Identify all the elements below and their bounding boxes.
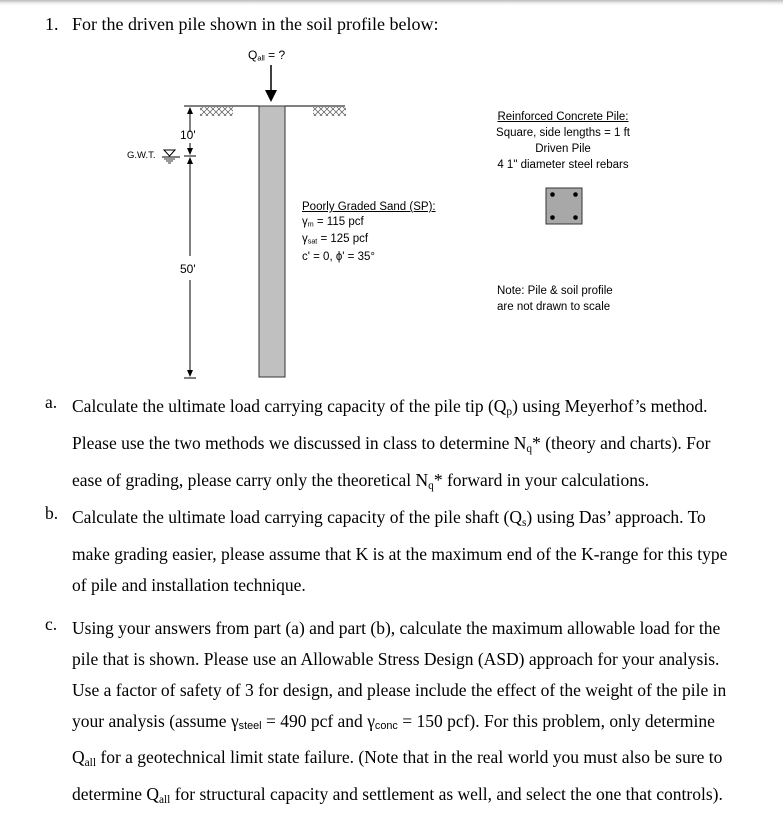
part-b-label: b. bbox=[45, 503, 59, 523]
ground-hatch-left bbox=[200, 107, 233, 116]
subscript: s bbox=[521, 516, 527, 529]
gamma-symbol: γ bbox=[367, 711, 375, 731]
part-c-text bbox=[72, 613, 752, 816]
load-subscript: all bbox=[257, 53, 265, 63]
part-c-line-2: pile that is shown. Please use an Allowable Stress Design (ASD) approach for your analysis. bbox=[72, 649, 720, 669]
part-a-line-1 bbox=[72, 391, 752, 428]
subscript: q bbox=[526, 442, 533, 455]
pile-type: Driven Pile bbox=[535, 143, 591, 155]
text: ) using Meyerhof’s method. bbox=[512, 396, 708, 416]
part-c-line-4 bbox=[72, 706, 752, 742]
gwt-label: G.W.T. bbox=[127, 150, 156, 161]
text: for a geotechnical limit state failure. (Note that in the real world you must also be sure to bbox=[96, 747, 723, 768]
subscript: all bbox=[158, 793, 171, 806]
part-a-line-2 bbox=[72, 428, 752, 465]
part-c-label: c. bbox=[45, 614, 58, 634]
part-c-line-6 bbox=[72, 779, 752, 816]
text: ) using Das’ approach. To bbox=[526, 507, 706, 527]
part-b-text bbox=[72, 502, 752, 601]
question-header bbox=[45, 14, 438, 35]
soil-profile-diagram bbox=[0, 40, 783, 390]
gamma-symbol: γ bbox=[302, 233, 308, 246]
load-arrow-icon bbox=[265, 65, 277, 102]
part-b-line-3: of pile and installation technique. bbox=[72, 574, 306, 595]
soil-strength: c' = 0, ϕ' = 35° bbox=[302, 250, 375, 263]
subscript: p bbox=[506, 405, 513, 418]
text: Calculate the ultimate load carrying capacity of the pile tip (Q bbox=[72, 396, 507, 416]
part-c-line-3: Use a factor of safety of 3 for design, and please include the effect of the weight of the pile in bbox=[72, 680, 727, 700]
subscript: q bbox=[428, 479, 434, 492]
part-b-line-2: make grading easier, please assume that K is at the maximum end of the K-range for this type bbox=[72, 543, 728, 564]
subscript: all bbox=[84, 757, 96, 769]
text: = 150 pcf). For this problem, only determine bbox=[397, 711, 715, 731]
text: ease of grading, please carry only the theoretical N bbox=[72, 469, 429, 490]
dimension-50ft-label: 50' bbox=[180, 262, 196, 276]
ground-hatch-right bbox=[313, 107, 346, 116]
subscript: steel bbox=[238, 720, 262, 733]
pile-dimensions: Square, side lengths = 1 ft bbox=[496, 127, 630, 139]
note-line-1: Note: Pile & soil profile bbox=[497, 285, 613, 297]
part-a-text bbox=[72, 391, 752, 502]
pile-title: Reinforced Concrete Pile: bbox=[497, 111, 629, 123]
pile-shape bbox=[259, 106, 285, 377]
soil-properties bbox=[302, 199, 436, 265]
text: your analysis (assume bbox=[72, 711, 231, 731]
gamma-symbol: γ bbox=[302, 216, 308, 228]
soil-gamma-sat bbox=[302, 232, 436, 249]
scale-note bbox=[497, 283, 613, 315]
text: Calculate the ultimate load carrying capacity of the pile shaft (Q bbox=[72, 507, 522, 527]
gamma-m-value: = 115 pcf bbox=[313, 216, 364, 228]
pile-rebars: 4 1" diameter steel rebars bbox=[497, 159, 629, 171]
window-top-shadow bbox=[0, 0, 783, 6]
part-a-label: a. bbox=[45, 392, 58, 412]
pile-cross-section-icon bbox=[546, 188, 582, 224]
text: for structural capacity and settlement as well, and select the one that controls). bbox=[170, 784, 723, 804]
text: determine Q bbox=[72, 784, 159, 804]
note-line-2: are not drawn to scale bbox=[497, 301, 611, 313]
gamma-m-subscript: m bbox=[307, 220, 314, 229]
pile-properties bbox=[478, 109, 648, 173]
part-c-line-5 bbox=[72, 742, 752, 779]
question-prompt: For the driven pile shown in the soil profile below: bbox=[72, 14, 439, 34]
text: = 490 pcf and bbox=[261, 711, 368, 731]
text: * forward in your calculations. bbox=[433, 469, 650, 490]
text: Please use the two methods we discussed in class to determine N bbox=[72, 432, 527, 453]
soil-title: Poorly Graded Sand (SP): bbox=[302, 201, 436, 213]
part-b-line-1 bbox=[72, 502, 752, 539]
dimension-10ft-label: 10' bbox=[180, 128, 196, 142]
gamma-sat-value: = 125 pcf bbox=[317, 233, 369, 246]
load-value: = ? bbox=[264, 48, 286, 62]
gamma-sat-subscript: sat bbox=[307, 237, 318, 246]
text: Q bbox=[72, 747, 85, 768]
water-table-icon bbox=[162, 150, 180, 163]
subscript: conc bbox=[374, 720, 398, 733]
question-number: 1. bbox=[45, 14, 59, 34]
load-symbol: Q bbox=[248, 48, 258, 62]
soil-gamma-m bbox=[302, 215, 436, 232]
gamma-symbol: γ bbox=[230, 711, 239, 731]
text: * (theory and charts). For bbox=[532, 432, 711, 453]
part-c-line-1: Using your answers from part (a) and part (b), calculate the maximum allowable load for the bbox=[72, 618, 721, 638]
part-a-line-3 bbox=[72, 465, 752, 502]
